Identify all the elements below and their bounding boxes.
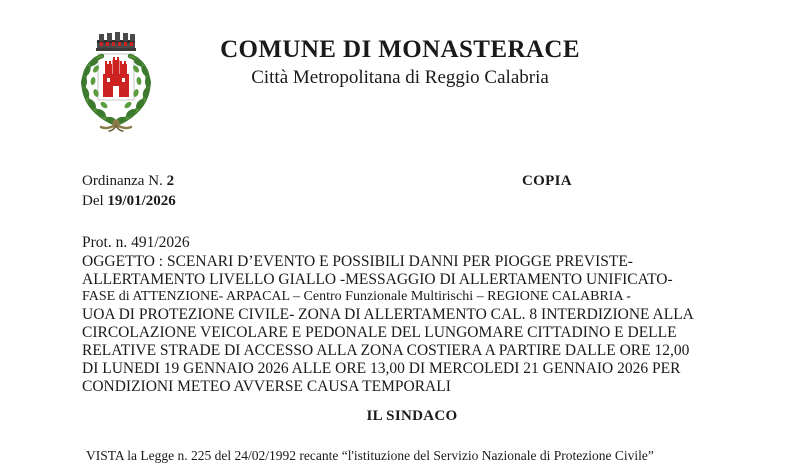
ordinance-number-label: Ordinanza N. — [82, 173, 167, 189]
ordinance-date-label: Del — [82, 193, 108, 210]
ordinance-date-line — [82, 191, 176, 211]
subject-line: RELATIVE STRADE DI ACCESSO ALLA ZONA COSTIERA A PARTIRE DALLE ORE 12,00 — [82, 341, 690, 359]
subject-line: UOA DI PROTEZIONE CIVILE- ZONA DI ALLERTAMENTO CAL. 8 INTERDIZIONE ALLA — [82, 305, 694, 323]
subject-block — [82, 253, 742, 396]
subject-line: CONDIZIONI METEO AVVERSE CAUSA TEMPORALI — [82, 377, 451, 395]
ordinance-number-value: 2 — [166, 173, 175, 189]
subject-line: ALLERTAMENTO LIVELLO GIALLO -MESSAGGIO DI ALLERTAMENTO UNIFICATO- — [82, 271, 673, 289]
letterhead-text — [170, 36, 630, 90]
page-title: COMUNE DI MONASTERACE — [220, 36, 580, 63]
subject-line: FASE di ATTENZIONE- ARPACAL – Centro Funzionale Multirischi – REGIONE CALABRIA - — [82, 289, 631, 305]
coat-of-arms-icon — [72, 28, 160, 132]
letterhead — [0, 14, 800, 134]
document-body — [82, 234, 742, 396]
page-subtitle: Città Metropolitana di Reggio Calabria — [251, 67, 549, 88]
ordinance-meta-left — [82, 171, 176, 212]
signature-heading: IL SINDACO — [366, 408, 458, 424]
ordinance-meta — [82, 171, 722, 215]
ordinance-number-line — [82, 171, 176, 191]
subject-line: CIRCOLAZIONE VEICOLARE E PEDONALE DEL LUNGOMARE CITTADINO E DELLE — [82, 323, 677, 341]
ordinance-date-value: 19/01/2026 — [107, 193, 176, 210]
preamble-line: VISTA la Legge n. 225 del 24/02/1992 recante “l'istituzione del Servizio Nazionale di Protezione Civile” — [86, 448, 654, 463]
protocol-number: Prot. n. 491/2026 — [82, 234, 190, 251]
subject-line: OGGETTO : SCENARI D’EVENTO E POSSIBILI DANNI PER PIOGGE PREVISTE- — [82, 253, 633, 271]
copy-marker: COPIA — [522, 173, 572, 189]
subject-line: DI LUNEDI 19 GENNAIO 2026 ALLE ORE 13,00 DI MERCOLEDI 21 GENNAIO 2026 PER — [82, 359, 681, 377]
